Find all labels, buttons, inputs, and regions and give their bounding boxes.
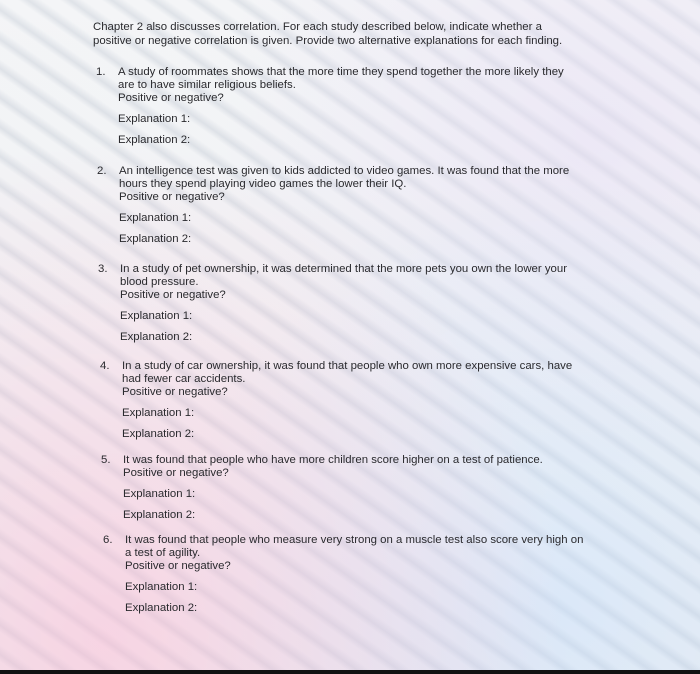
explanation-1-label: Explanation 1: xyxy=(118,113,191,125)
question-number: 3. xyxy=(98,263,108,275)
explanation-1-label: Explanation 1: xyxy=(119,212,192,224)
instructions-line-2: positive or negative correlation is given. Provide two alternative explanations for each finding. xyxy=(93,35,563,47)
question-text-line: blood pressure. xyxy=(120,276,199,288)
question-body xyxy=(119,165,599,246)
explanation-2-label: Explanation 2: xyxy=(118,134,191,146)
question-body xyxy=(125,534,605,615)
instructions-line-1: Chapter 2 also discusses correlation. For each study described below, indicate whether a xyxy=(93,21,542,33)
question-body xyxy=(120,263,600,344)
explanation-2-label: Explanation 2: xyxy=(119,233,192,245)
question-body xyxy=(123,454,603,522)
question-number: 5. xyxy=(101,454,111,466)
positive-or-negative-prompt: Positive or negative? xyxy=(125,560,231,572)
question-number: 2. xyxy=(97,165,107,177)
question-body xyxy=(122,360,602,441)
question-text-line: hours they spend playing video games the lower their IQ. xyxy=(119,178,407,190)
explanation-1-label: Explanation 1: xyxy=(122,407,195,419)
explanation-2-label: Explanation 2: xyxy=(122,428,195,440)
question-number: 4. xyxy=(100,360,110,372)
question-body xyxy=(118,66,598,147)
explanation-1-label: Explanation 1: xyxy=(123,488,196,500)
question-text-line: In a study of car ownership, it was found that people who own more expensive cars, have xyxy=(122,360,573,372)
explanation-2-label: Explanation 2: xyxy=(125,602,198,614)
question-text-line: In a study of pet ownership, it was determined that the more pets you own the lower your xyxy=(120,263,568,275)
question-text-line: It was found that people who have more children score higher on a test of patience. xyxy=(123,454,543,466)
explanation-2-label: Explanation 2: xyxy=(120,331,193,343)
positive-or-negative-prompt: Positive or negative? xyxy=(118,92,224,104)
positive-or-negative-prompt: Positive or negative? xyxy=(119,191,225,203)
explanation-1-label: Explanation 1: xyxy=(125,581,198,593)
positive-or-negative-prompt: Positive or negative? xyxy=(122,386,228,398)
explanation-1-label: Explanation 1: xyxy=(120,310,193,322)
explanation-2-label: Explanation 2: xyxy=(123,509,196,521)
question-text-line: a test of agility. xyxy=(125,547,201,559)
question-text-line: are to have similar religious beliefs. xyxy=(118,79,296,91)
positive-or-negative-prompt: Positive or negative? xyxy=(123,467,229,479)
bottom-edge xyxy=(0,670,700,674)
instructions-paragraph xyxy=(93,20,653,48)
question-text-line: had fewer car accidents. xyxy=(122,373,246,385)
question-number: 1. xyxy=(96,66,106,78)
question-number: 6. xyxy=(103,534,113,546)
question-text-line: A study of roommates shows that the more time they spend together the more likely they xyxy=(118,66,564,78)
question-text-line: An intelligence test was given to kids addicted to video games. It was found that the more xyxy=(119,165,570,177)
positive-or-negative-prompt: Positive or negative? xyxy=(120,289,226,301)
question-text-line: It was found that people who measure very strong on a muscle test also score very high on xyxy=(125,534,584,546)
